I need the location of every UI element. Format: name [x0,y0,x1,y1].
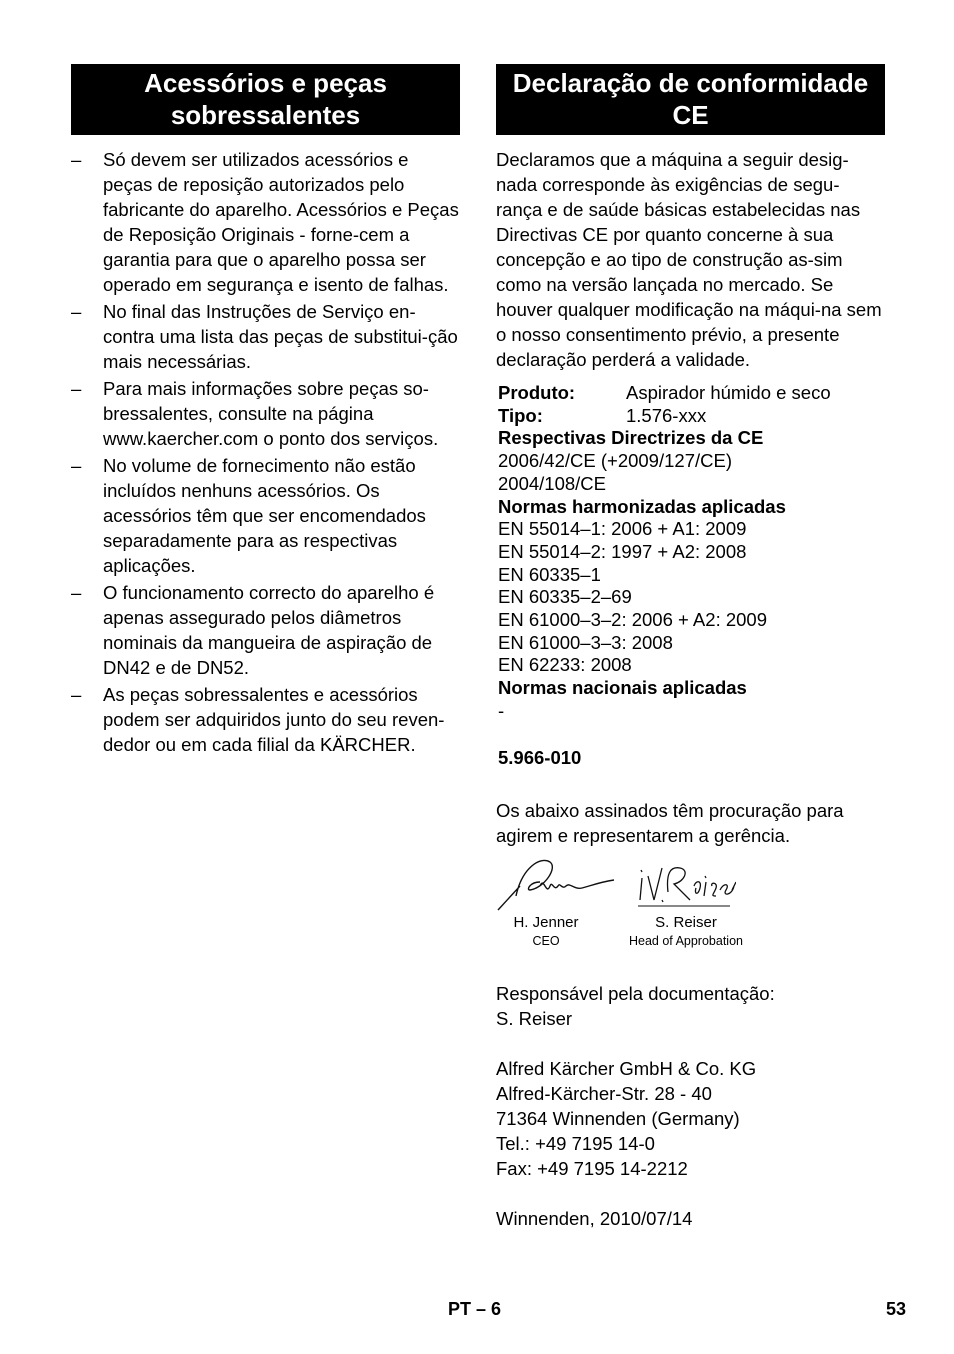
directive-item: 2004/108/CE [498,472,607,494]
list-item-text: O funcionamento correcto do aparelho é apenas assegurado pelos diâmetros nominais da mangueira de aspiração de DN42 e de DN52. [103,582,435,678]
product-row [498,382,885,405]
type-value: 1.576-xxx [626,404,707,426]
declaration-intro: Declaramos que a máquina a seguir desig-nada corresponde às exigências de segu-rança e de saúde básicas estabelecidas nas Directivas CE por quanto concerne à sua concepção e ao tipo de construção as-sim como na versão lançada no mercado. Se houver qualquer modificação na máqui-na sem o nosso consentimento prévio, a presente declaração perderá a validade. [496,149,882,370]
document-number: 5.966-010 [498,746,582,768]
type-label: Tipo: [498,404,543,426]
dash-bullet: – [71,582,82,603]
product-label: Produto: [498,382,576,403]
standard-item: EN 61000–3–2: 2006 + A2: 2009 [498,609,767,631]
address-line: Tel.: +49 7195 14-0 [496,1132,655,1154]
address-line: Fax: +49 7195 14-2212 [496,1157,688,1179]
signer-name: H. Jenner [513,913,579,931]
product-value: Aspirador húmido e seco [626,382,831,403]
standard-item: EN 62233: 2008 [498,654,632,676]
list-item-text: As peças sobressalentes e acessórios podem ser adquiridos junto do seu reven-dedor ou em cada filial da KÄRCHER. [103,684,445,755]
accessories-section [71,64,460,759]
dash-bullet: – [71,149,82,170]
heading-line: CE [672,100,709,130]
signature-reiser [620,856,752,949]
list-item-text: Só devem ser utilizados acessórios e peças de reposição autorizados pelo fabricante do aparelho. Acessórios e Peças de Reposição Originais - forne-cem a garantia para que o aparelho possa ser operado em segurança e isento de falhas. [103,149,459,295]
directive-item: 2006/42/CE (+2009/127/CE) [498,450,732,472]
page-number: 53 [885,1299,906,1319]
footer-section-label: PT – 6 [448,1299,502,1319]
heading-line: Declaração de conformidade [512,68,869,98]
list-item-text: No volume de fornecimento não estão incluídos nenhuns acessórios. Os acessórios têm que ser encomendados separadamente para as respectivas aplicações. [103,455,426,576]
accessories-heading [71,64,460,135]
standard-item: EN 55014–2: 1997 + A2: 2008 [498,540,747,562]
signers-statement: Os abaixo assinados têm procuração para agirem e representarem a gerência. [496,799,844,846]
list-item-text: Para mais informações sobre peças so-bressalentes, consulte na página www.kaercher.com o ponto dos serviços. [103,378,439,449]
standard-item: EN 60335–2–69 [498,586,632,608]
type-row [498,405,885,428]
documentation-responsible [496,981,885,1031]
dash-bullet: – [71,684,82,705]
list-item-text: No final das Instruções de Serviço en-contra uma lista das peças de substitui-ção mais necessárias. [103,301,458,372]
list-item [71,453,460,578]
company-address [496,1056,885,1181]
responsible-name: S. Reiser [496,1007,573,1029]
list-item [71,147,460,297]
list-item [71,299,460,374]
dash-bullet: – [71,455,82,476]
accessories-list [71,147,460,757]
list-item [71,376,460,451]
standard-item: EN 60335–1 [498,563,601,585]
responsible-label: Responsável pela documentação: [496,982,775,1004]
place-date: Winnenden, 2010/07/14 [496,1207,693,1229]
heading-line: Acessórios e peças [144,68,387,98]
conformity-section [496,64,885,1231]
standard-item: EN 55014–1: 2006 + A1: 2009 [498,518,747,540]
signer-role: CEO [532,933,560,948]
directives-heading: Respectivas Directrizes da CE [498,427,764,449]
handwritten-signature-icon [636,856,736,912]
dash-bullet: – [71,301,82,322]
harmonized-heading: Normas harmonizadas aplicadas [498,495,786,517]
list-item [71,580,460,680]
signatures [496,856,885,956]
dash-bullet: – [71,378,82,399]
signer-name: S. Reiser [655,913,717,931]
product-spec [496,382,885,723]
national-value: - [498,699,505,721]
heading-line: sobressalentes [170,100,361,130]
handwritten-signature-icon [496,856,616,912]
signer-role: Head of Approbation [629,933,743,948]
conformity-heading [496,64,885,135]
address-line: 71364 Winnenden (Germany) [496,1107,740,1129]
address-line: Alfred Kärcher GmbH & Co. KG [496,1057,757,1079]
address-line: Alfred-Kärcher-Str. 28 - 40 [496,1082,712,1104]
signature-jenner [496,856,596,949]
list-item [71,682,460,757]
standard-item: EN 61000–3–3: 2008 [498,631,673,653]
national-heading: Normas nacionais aplicadas [498,677,747,699]
